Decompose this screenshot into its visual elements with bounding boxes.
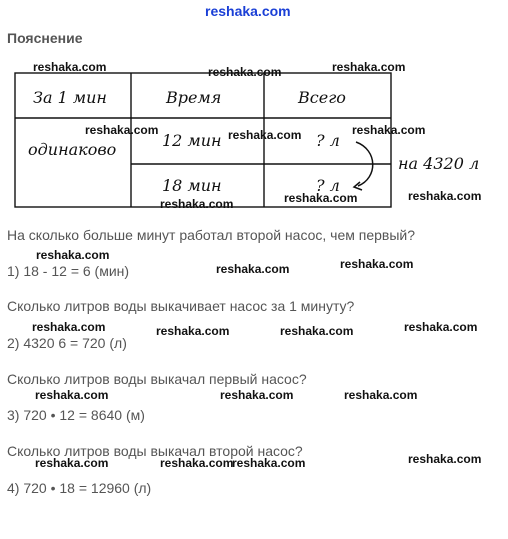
watermark: reshaka.com	[408, 189, 482, 203]
watermark: reshaka.com	[216, 262, 290, 276]
site-link[interactable]: reshaka.com	[205, 3, 291, 19]
watermark: reshaka.com	[208, 65, 282, 79]
watermark: reshaka.com	[160, 197, 234, 211]
question-2: Сколько литров воды выкачивает насос за 1 минуту?	[7, 298, 355, 314]
watermark: reshaka.com	[280, 324, 354, 338]
watermark: reshaka.com	[340, 257, 414, 271]
watermark: reshaka.com	[228, 128, 302, 142]
question-4: Сколько литров воды выкачал второй насос?	[7, 443, 303, 459]
watermark: reshaka.com	[220, 388, 294, 402]
watermark: reshaka.com	[404, 320, 478, 334]
question-1: На сколько больше минут работал второй насос, чем первый?	[7, 227, 416, 243]
total-second: ? л	[316, 176, 340, 195]
watermark: reshaka.com	[36, 248, 110, 262]
total-difference: на 4320 л	[398, 154, 480, 173]
watermark: reshaka.com	[85, 123, 159, 137]
watermark: reshaka.com	[33, 60, 107, 74]
header-total: Всего	[298, 88, 346, 107]
watermark: reshaka.com	[344, 388, 418, 402]
watermark: reshaka.com	[232, 456, 306, 470]
watermark: reshaka.com	[284, 191, 358, 205]
watermark: reshaka.com	[408, 452, 482, 466]
section-title: Пояснение	[7, 30, 83, 46]
answer-4: 4) 720 • 18 = 12960 (л)	[7, 480, 152, 496]
answer-2: 2) 4320 6 = 720 (л)	[7, 335, 127, 351]
header-time: Время	[166, 88, 222, 107]
total-first: ? л	[316, 131, 340, 150]
row-label-same: одинаково	[28, 140, 117, 159]
answer-3: 3) 720 • 12 = 8640 (м)	[7, 407, 145, 423]
time-second: 18 мин	[162, 176, 222, 195]
watermark: reshaka.com	[35, 388, 109, 402]
question-3: Сколько литров воды выкачал первый насос?	[7, 371, 307, 387]
watermark: reshaka.com	[32, 320, 106, 334]
watermark: reshaka.com	[156, 324, 230, 338]
time-first: 12 мин	[162, 131, 222, 150]
watermark: reshaka.com	[160, 456, 234, 470]
header-per-minute: За 1 мин	[33, 88, 107, 107]
watermark: reshaka.com	[352, 123, 426, 137]
answer-1: 1) 18 - 12 = 6 (мин)	[7, 263, 130, 279]
watermark: reshaka.com	[35, 456, 109, 470]
watermark: reshaka.com	[332, 60, 406, 74]
